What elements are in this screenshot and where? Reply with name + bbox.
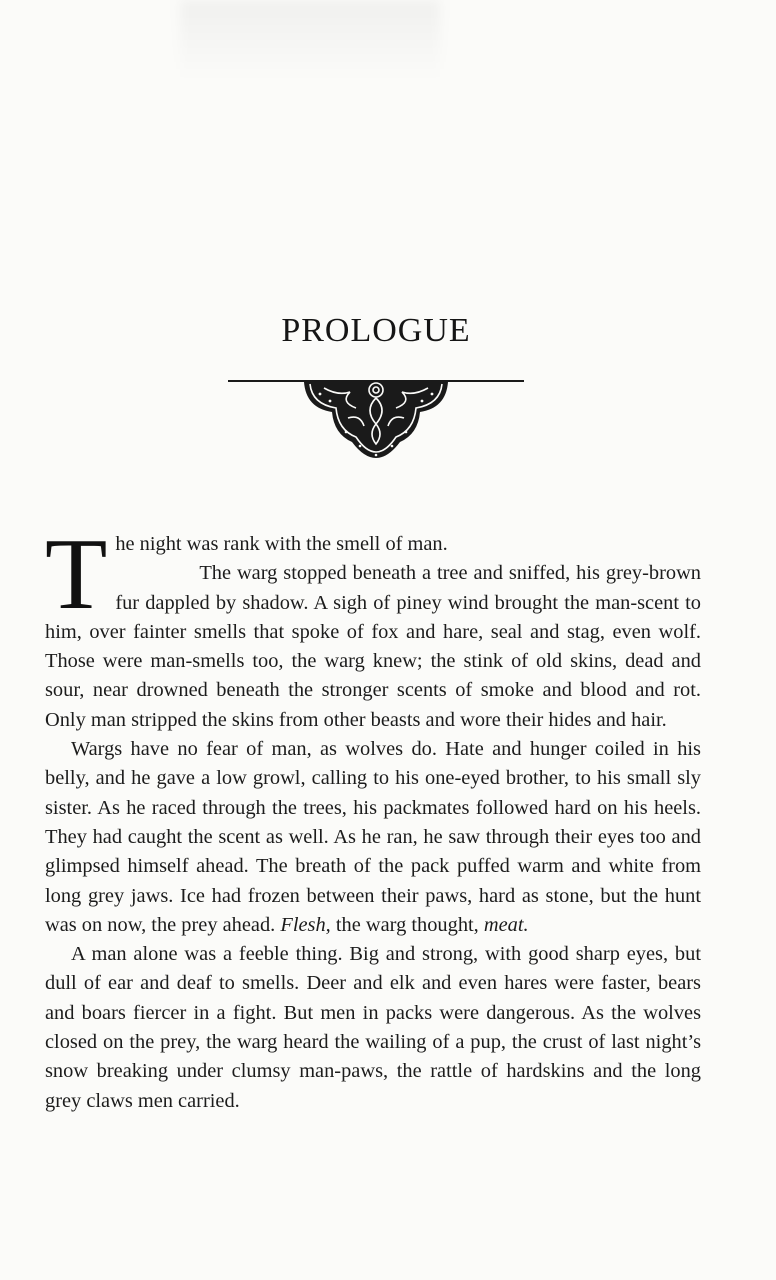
italic-flesh: Flesh, — [280, 913, 331, 936]
ornament-divider-icon — [228, 374, 524, 460]
body-text — [45, 518, 701, 1116]
paragraph-4: A man alone was a feeble thing. Big and strong, with good sharp eyes, but dull of ear and deaf to smells. Deer and elk and even hares were faster, bears and boars fiercer in a fight. But men in packs were dangerous. As the wolves closed on the prey, the warg heard the wailing of a pup, the crust of last night’s snow breaking under clumsy man-paws, the rattle of hardskins and the long grey claws men carried. — [45, 943, 701, 1112]
italic-meat: meat. — [483, 913, 529, 936]
bleed-through-shadow — [180, 0, 440, 80]
paragraph-3: Wargs have no fear of man, as wolves do. Hate and hunger coiled in his belly, and he gave a low growl, calling to his one-eyed brother, to his small sly sister. As he raced through the trees, his packmates followed hard on his heels. They had caught the scent as well. As he ran, he saw through their eyes too and glimpsed himself ahead. The breath of the pack puffed warm and white from long grey jaws. Ice had frozen between their paws, hard as stone, but the hunt was on now, the prey ahead. Flesh, the warg thought, meat. — [45, 738, 701, 936]
paragraph-2: The warg stopped beneath a tree and sniffed, his grey-brown fur dappled by shadow. A sigh of piney wind brought the man-scent to him, over fainter smells that spoke of fox and hare, seal and stag, even wolf. Those were man-smells too, the warg knew; the stink of old skins, dead and sour, near drowned beneath the stronger scents of smoke and blood and rot. Only man stripped the skins from other beasts and wore their hides and hair. — [45, 562, 701, 731]
drop-cap: T — [45, 518, 108, 631]
chapter-title: PROLOGUE — [281, 312, 471, 349]
paragraph-1: The night was rank with the smell of man. — [45, 518, 448, 631]
